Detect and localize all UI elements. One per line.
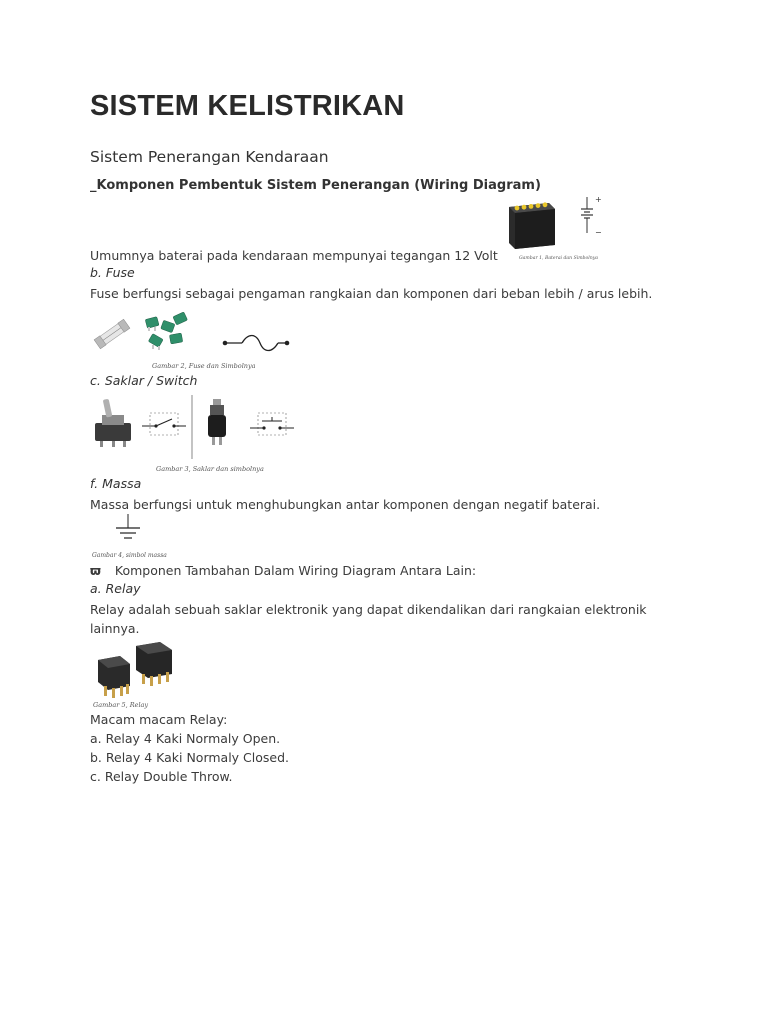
fuse-caption: Gambar 2, Fuse dan Simbolnya: [152, 362, 256, 370]
section-heading-text: Komponen Pembentuk Sistem Penerangan (Wiring Diagram): [96, 178, 541, 193]
relay-illustration: [90, 638, 190, 710]
battery-illustration: [505, 193, 605, 263]
ground-symbol-icon: [90, 512, 170, 560]
relay-figure: [90, 638, 190, 710]
relay-caption: Gambar 5, Relay: [93, 701, 149, 709]
ground-label: f. Massa: [90, 476, 142, 491]
ground-caption: Gambar 4, simbol massa: [92, 552, 167, 559]
additional-line: [90, 561, 476, 580]
switch-figure: [90, 393, 300, 475]
switch-illustration: [90, 393, 300, 475]
fuse-figure: [90, 306, 290, 372]
relay-type-item: a. Relay 4 Kaki Normaly Open.: [90, 731, 281, 746]
relay-type-item: c. Relay Double Throw.: [90, 769, 233, 784]
fuse-label: b. Fuse: [90, 265, 135, 280]
page-subtitle: Sistem Penerangan Kendaraan: [90, 148, 329, 166]
relay-type-item: b. Relay 4 Kaki Normaly Closed.: [90, 750, 290, 765]
switch-label: c. Saklar / Switch: [90, 373, 198, 388]
bullet-icon: ϖ: [90, 563, 101, 578]
fuse-illustration: [90, 306, 290, 372]
fuse-text: Fuse berfungsi sebagai pengaman rangkaian dan komponen dari beban lebih / arus lebih.: [90, 286, 653, 301]
battery-caption: Gambar 1, Baterai dan Simbolnya: [519, 256, 599, 261]
relay-text: Relay adalah sebuah saklar elektronik yang dapat dikendalikan dari rangkaian elektronik lainnya.: [90, 602, 647, 636]
page-title: SISTEM KELISTRIKAN: [90, 90, 405, 122]
ground-figure: [90, 512, 170, 560]
section-heading: [90, 178, 541, 193]
battery-text: Umumnya baterai pada kendaraan mempunyai tegangan 12 Volt: [90, 248, 498, 263]
relay-label: a. Relay: [90, 581, 141, 596]
switch-caption: Gambar 3, Saklar dan simbolnya: [156, 465, 264, 473]
battery-minus-sign: −: [595, 228, 602, 237]
additional-text: Komponen Tambahan Dalam Wiring Diagram Antara Lain:: [114, 563, 477, 578]
section-heading-prefix: _: [90, 178, 97, 193]
ground-text: Massa berfungsi untuk menghubungkan antar komponen dengan negatif baterai.: [90, 497, 601, 512]
battery-figure: [505, 193, 605, 263]
relay-types-heading: Macam macam Relay:: [90, 712, 228, 727]
battery-plus-sign: +: [595, 195, 602, 204]
